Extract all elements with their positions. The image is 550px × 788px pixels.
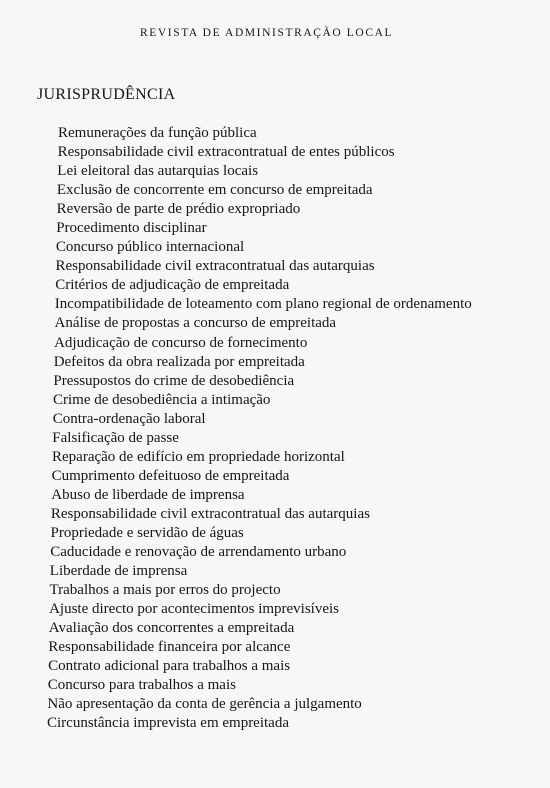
topic-item: Responsabilidade civil extracontratual das autarquias [50,505,370,522]
topic-item: Contra-ordenação laboral [52,410,206,427]
topic-item: Abuso de liberdade de imprensa [51,486,245,503]
topic-item: Análise de propostas a concurso de empreitada [54,315,337,332]
topic-item: Falsificação de passe [52,429,179,446]
topic-item: Contrato adicional para trabalhos a mais [48,658,291,675]
topic-item: Adjudicação de concurso de fornecimento [54,334,308,351]
running-header: REVISTA DE ADMINISTRAÇÃO LOCAL [140,27,394,39]
topic-item: Liberdade de imprensa [49,563,188,580]
topic-item: Exclusão de concorrente em concurso de empreitada [56,182,373,199]
topic-item: Ajuste directo por acontecimentos imprevisíveis [49,601,340,618]
topic-item: Não apresentação da conta de gerência a julgamento [47,696,362,713]
topic-item: Responsabilidade civil extracontratual das autarquias [55,258,375,275]
topic-item: Responsabilidade financeira por alcance [48,639,291,656]
topic-item: Crime de desobediência a intimação [53,391,271,408]
topic-item: Incompatibilidade de loteamento com plano regional de ordenamento [54,296,472,313]
topic-item: Circunstância imprevista em empreitada [47,715,289,732]
topic-list [0,124,472,734]
topic-item: Lei eleitoral das autarquias locais [57,163,259,180]
topic-item: Concurso público internacional [55,239,245,256]
topic-item: Avaliação dos concorrentes a empreitada [48,620,295,637]
section-title: JURISPRUDÊNCIA [37,86,176,103]
topic-item: Reversão de parte de prédio expropriado [56,201,301,218]
topic-item: Propriedade e servidão de águas [50,524,244,541]
topic-item: Remunerações da função pública [58,125,257,141]
topic-item: Reparação de edifício em propriedade horizontal [52,448,345,465]
topic-item: Cumprimento defeituoso de empreitada [51,467,290,484]
topic-item: Defeitos da obra realizada por empreitada [53,353,305,370]
topic-item: Caducidade e renovação de arrendamento urbano [50,544,347,561]
topic-item: Procedimento disciplinar [56,220,207,237]
topic-item: Critérios de adjudicação de empreitada [55,277,290,294]
topic-item: Responsabilidade civil extracontratual de entes públicos [57,144,395,161]
topic-item: Pressupostos do crime de desobediência [53,372,295,389]
topic-item: Trabalhos a mais por erros do projecto [49,582,281,599]
topic-item: Concurso para trabalhos a mais [47,677,236,694]
